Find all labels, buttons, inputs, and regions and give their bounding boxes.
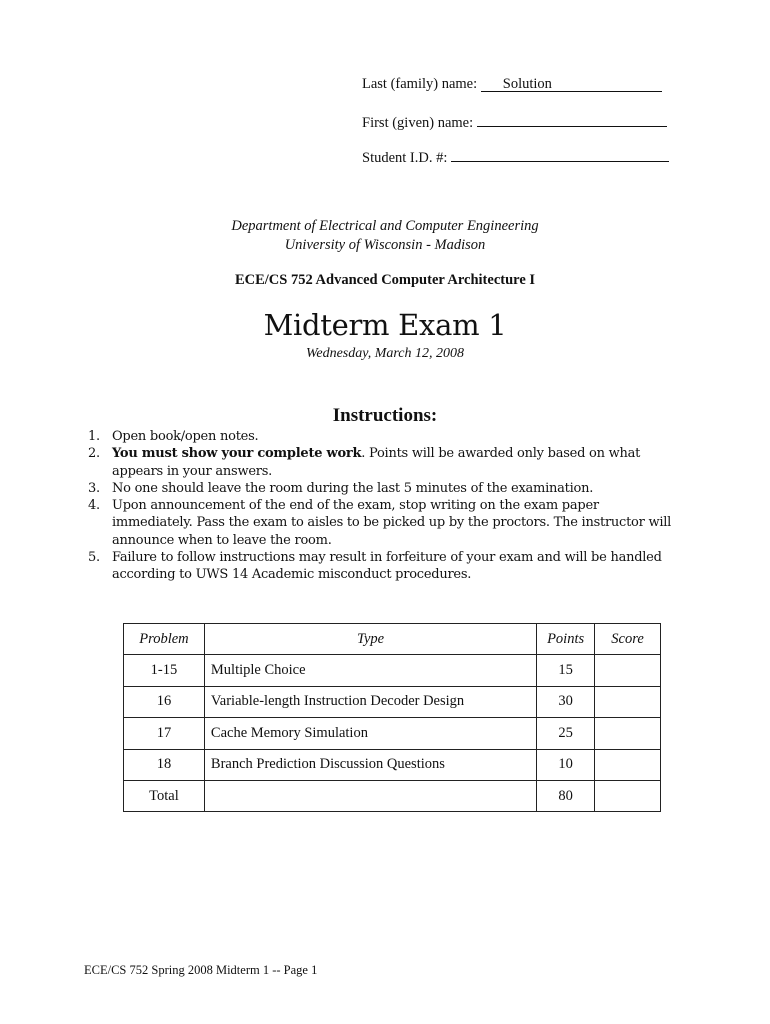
problem-cell: 16 bbox=[124, 686, 205, 717]
first-name-field bbox=[362, 111, 667, 132]
problem-cell: 18 bbox=[124, 749, 205, 780]
table-row bbox=[124, 655, 661, 686]
first-name-blank bbox=[477, 111, 667, 127]
instructions-heading: Instructions: bbox=[332, 405, 438, 426]
points-cell: 80 bbox=[537, 780, 595, 811]
score-cell bbox=[595, 655, 661, 686]
instruction-text: No one should leave the room during the last 5 minutes of the examination. bbox=[112, 480, 594, 496]
problem-cell: Total bbox=[124, 780, 205, 811]
points-cell: 30 bbox=[537, 686, 595, 717]
table-row bbox=[124, 718, 661, 749]
header-points: Points bbox=[537, 624, 595, 655]
table-row bbox=[124, 686, 661, 717]
header-score: Score bbox=[595, 624, 661, 655]
score-cell bbox=[595, 686, 661, 717]
type-cell: Variable-length Instruction Decoder Design bbox=[204, 686, 536, 717]
instruction-text: Upon announcement of the end of the exam, stop writing on the exam paper immediately. Pass the exam to aisles to be picked up by the proctors. The instructor will announce when to leave the room. bbox=[112, 498, 672, 548]
instruction-item bbox=[88, 445, 678, 480]
student-id-label: Student I.D. #: bbox=[362, 150, 448, 166]
table-row-total bbox=[124, 780, 661, 811]
instruction-emphasis: You must show your complete work bbox=[112, 446, 362, 462]
page-footer: ECE/CS 752 Spring 2008 Midterm 1 -- Page 1 bbox=[84, 963, 318, 977]
score-cell bbox=[595, 780, 661, 811]
instruction-number: 3. bbox=[88, 480, 100, 496]
points-cell: 25 bbox=[537, 718, 595, 749]
exam-title: Midterm Exam 1 bbox=[263, 308, 507, 342]
problem-cell: 1-15 bbox=[124, 655, 205, 686]
type-cell: Cache Memory Simulation bbox=[204, 718, 536, 749]
instruction-item bbox=[88, 549, 678, 584]
type-cell: Multiple Choice bbox=[204, 655, 536, 686]
last-name-value: Solution bbox=[481, 77, 662, 92]
type-cell: Branch Prediction Discussion Questions bbox=[204, 749, 536, 780]
student-id-field bbox=[362, 146, 669, 167]
points-cell: 15 bbox=[537, 655, 595, 686]
student-id-blank bbox=[451, 146, 669, 162]
instruction-number: 1. bbox=[88, 429, 100, 444]
course-title: ECE/CS 752 Advanced Computer Architecture I bbox=[234, 272, 536, 288]
header-type: Type bbox=[204, 624, 536, 655]
instruction-text: Open book/open notes. bbox=[112, 429, 259, 444]
university-name: University of Wisconsin - Madison bbox=[284, 237, 486, 253]
score-table-header-row bbox=[124, 624, 661, 655]
score-cell bbox=[595, 718, 661, 749]
instruction-number: 2. bbox=[88, 446, 100, 462]
last-name-field bbox=[362, 75, 662, 93]
department-name: Department of Electrical and Computer Engineering bbox=[231, 218, 539, 234]
points-cell: 10 bbox=[537, 749, 595, 780]
instruction-number: 5. bbox=[88, 550, 100, 566]
exam-date: Wednesday, March 12, 2008 bbox=[306, 346, 464, 361]
type-cell bbox=[204, 780, 536, 811]
table-row bbox=[124, 749, 661, 780]
instruction-item bbox=[88, 497, 678, 549]
instruction-text: . Points will be awarded only based on what appears in your answers. bbox=[112, 446, 641, 479]
header-problem: Problem bbox=[124, 624, 205, 655]
instruction-item bbox=[88, 480, 678, 497]
instruction-item bbox=[88, 428, 678, 445]
instructions-list bbox=[88, 428, 678, 584]
score-cell bbox=[595, 749, 661, 780]
last-name-label: Last (family) name: bbox=[362, 76, 478, 92]
instruction-text: Failure to follow instructions may result in forfeiture of your exam and will be handled according to UWS 14 Academic misconduct procedures. bbox=[112, 550, 662, 583]
first-name-label: First (given) name: bbox=[362, 115, 474, 131]
problem-cell: 17 bbox=[124, 718, 205, 749]
score-table bbox=[123, 623, 661, 812]
instruction-number: 4. bbox=[88, 498, 100, 514]
